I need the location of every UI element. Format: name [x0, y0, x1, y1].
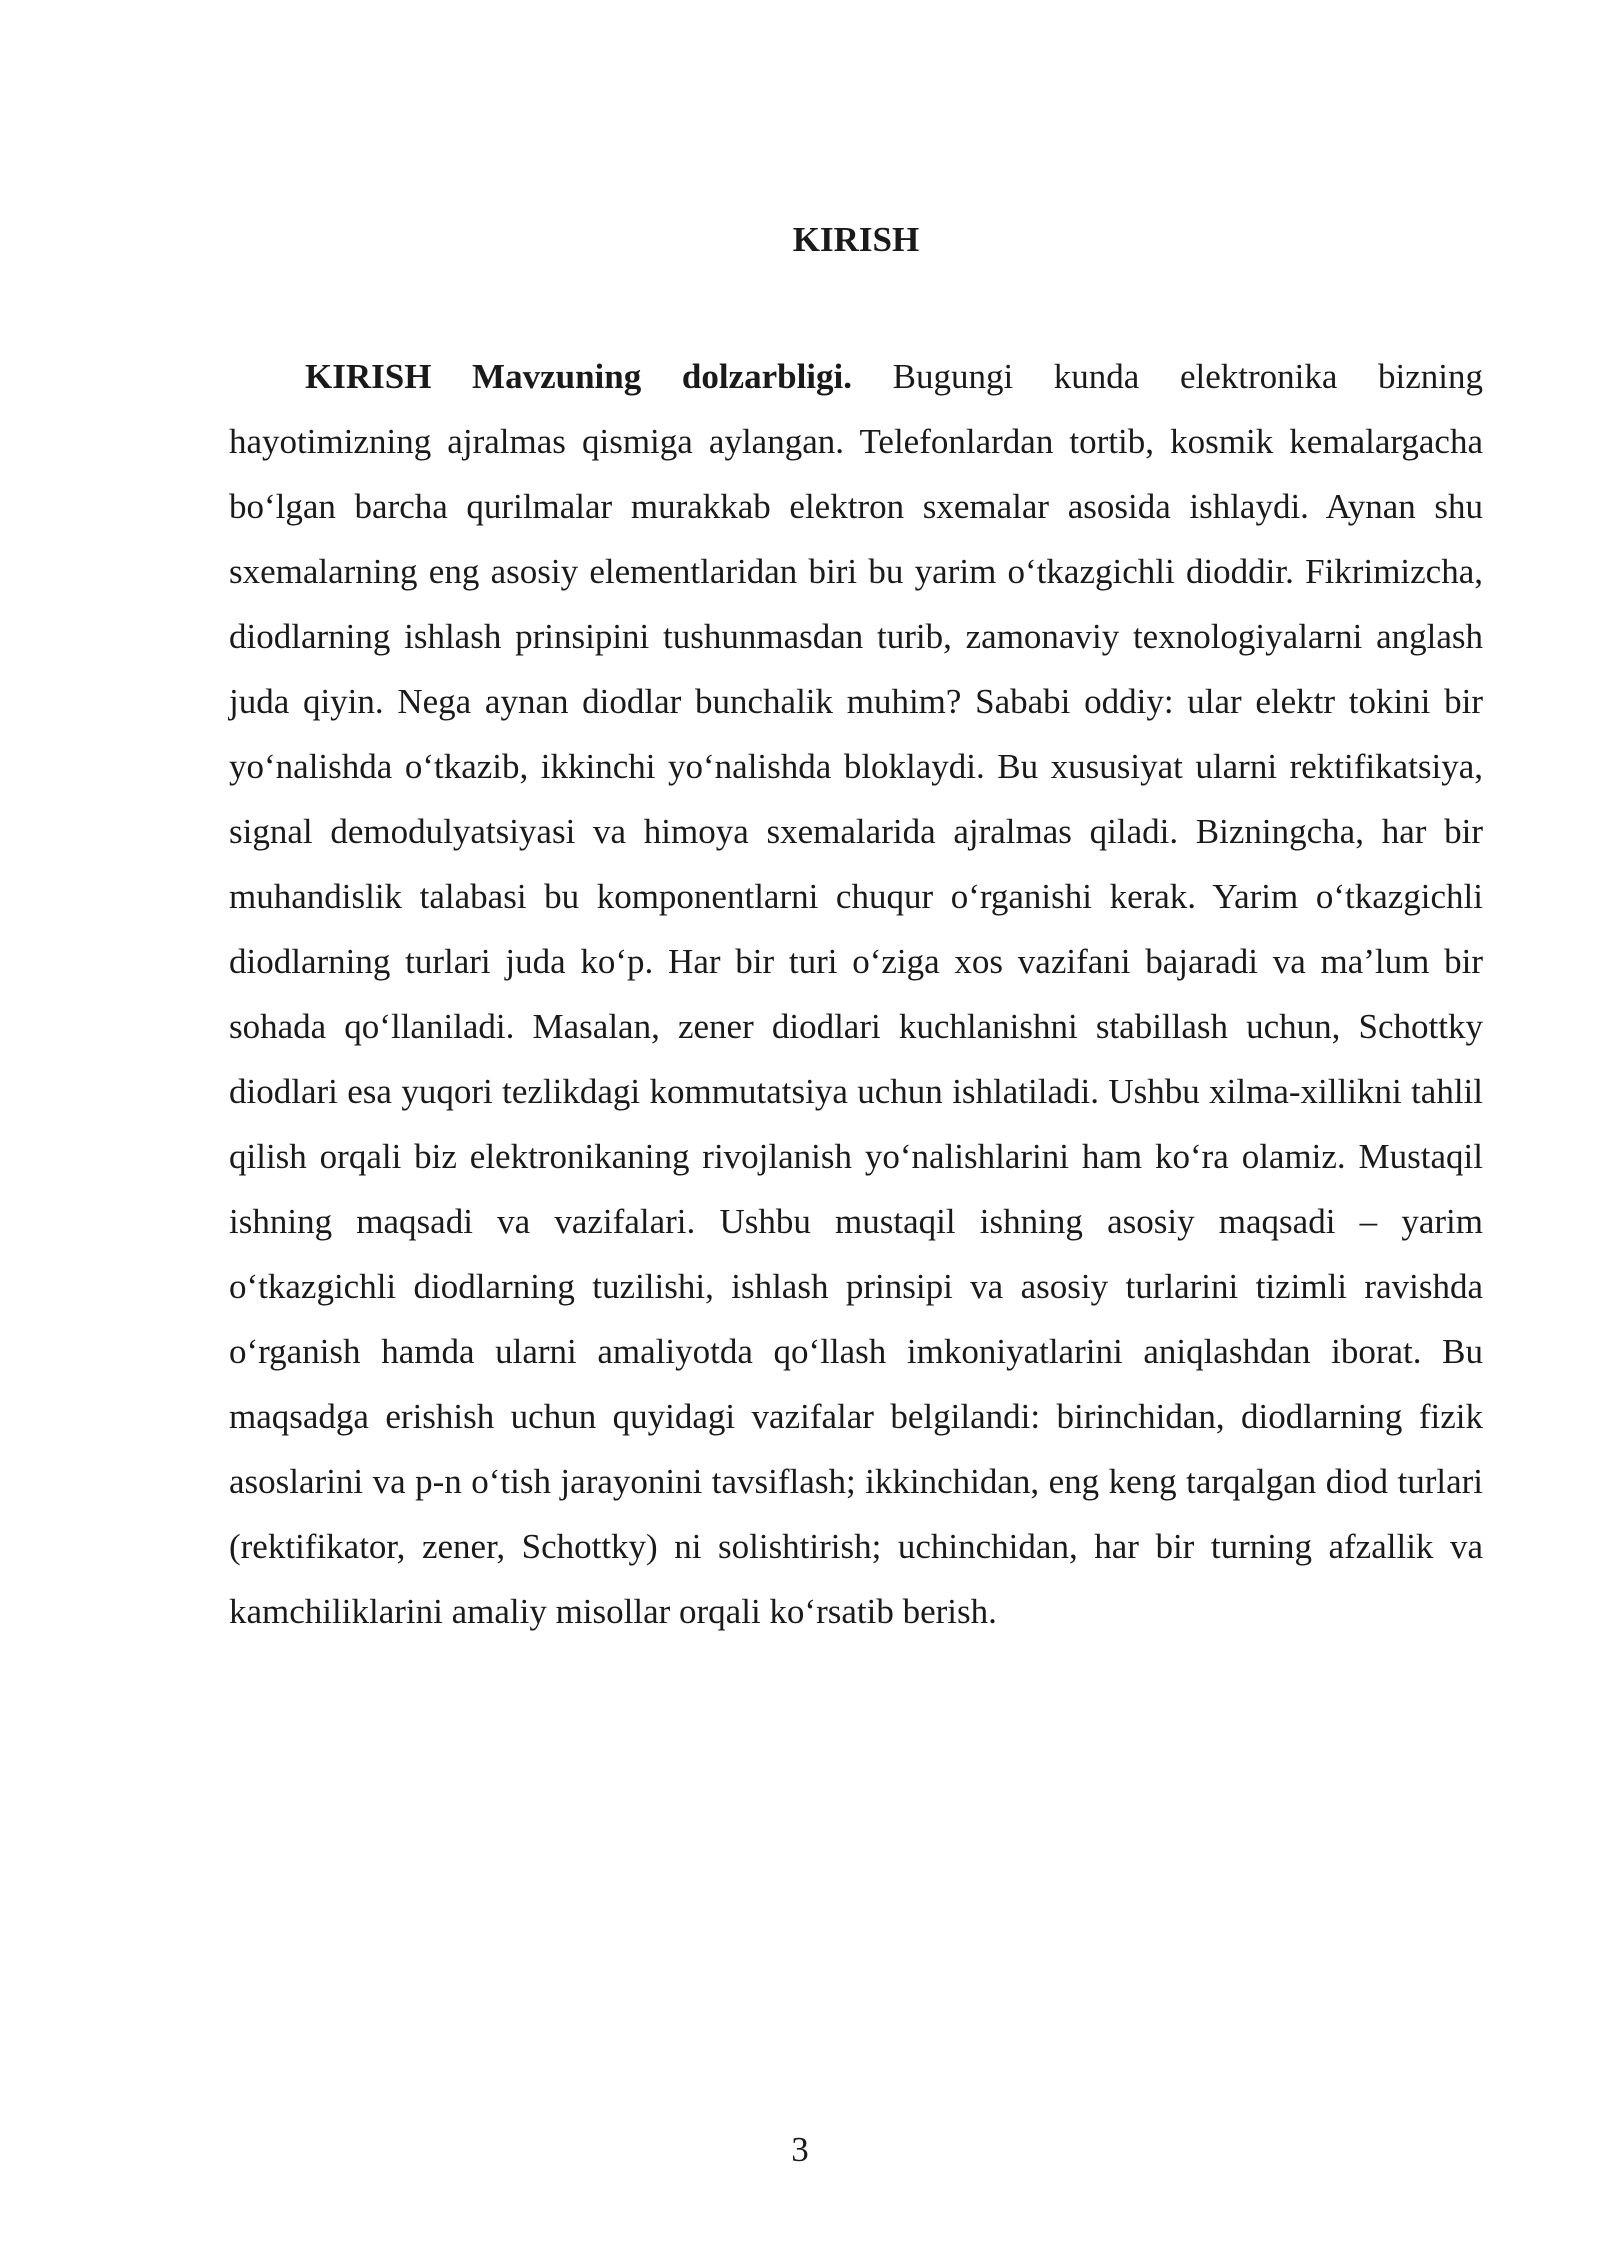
lead-bold-phrase: KIRISH Mavzuning dolzarbligi. — [305, 357, 852, 396]
page-number: 3 — [791, 2130, 809, 2169]
section-heading: KIRISH — [792, 220, 920, 259]
paragraph-text: Bugungi kunda elektronika bizning hayotimizning ajralmas qismiga aylangan. Telefonlardan tortib, kosmik kemalargacha bo‘lgan barcha qurilmalar murakkab elektron sxemalar asosida ishlaydi. Aynan shu sxemalarning eng asosiy elementlaridan biri bu yarim o‘tkazgichli dioddir. Fikrimizcha, diodlarning ishlash prinsipini tushunmasdan turib, zamonaviy texnologiyalarni anglash juda qiyin. Nega aynan diodlar bunchalik muhim? Sababi oddiy: ular elektr tokini bir yo‘nalishda o‘tkazib, ikkinchi yo‘nalishda bloklaydi. Bu xususiyat ularni rektifikatsiya, signal demodulyatsiyasi va himoya sxemalarida ajralmas qiladi. Bizningcha, har bir muhandislik talabasi bu komponentlarni chuqur o‘rganishi kerak. Yarim o‘tkazgichli diodlarning turlari juda ko‘p. Har bir turi o‘ziga xos vazifani bajaradi va ma’lum bir sohada qo‘llaniladi. Masalan, zener diodlari kuchlanishni stabillash uchun, Schottky diodlari esa yuqori tezlikdagi kommutatsiya uchun ishlatiladi. Ushbu xilma-xillikni tahlil qilish orqali biz elektronikaning rivojlanish yo‘nalishlarini ham ko‘ra olamiz. Mustaqil ishning maqsadi va vazifalari. Ushbu mustaqil ishning asosiy maqsadi – yarim o‘tkazgichli diodlarning tuzilishi, ishlash prinsipi va asosiy turlarini tizimli ravishda o‘rganish hamda ularni amaliyotda qo‘llash imkoniyatlarini aniqlashdan iborat. Bu maqsadga erishish uchun quyidagi vazifalar belgilandi: birinchidan, diodlarning fizik asoslarini va p-n o‘tish jarayonini tavsiflash; ikkinchidan, eng keng tarqalgan diod turlari (rektifikator, zener, Schottky) ni solishtirish; uchinchidan, har bir turning afzallik va kamchiliklarini amaliy misollar orqali ko‘rsatib berish. — [229, 357, 1483, 1631]
body-paragraph — [229, 344, 1483, 1644]
